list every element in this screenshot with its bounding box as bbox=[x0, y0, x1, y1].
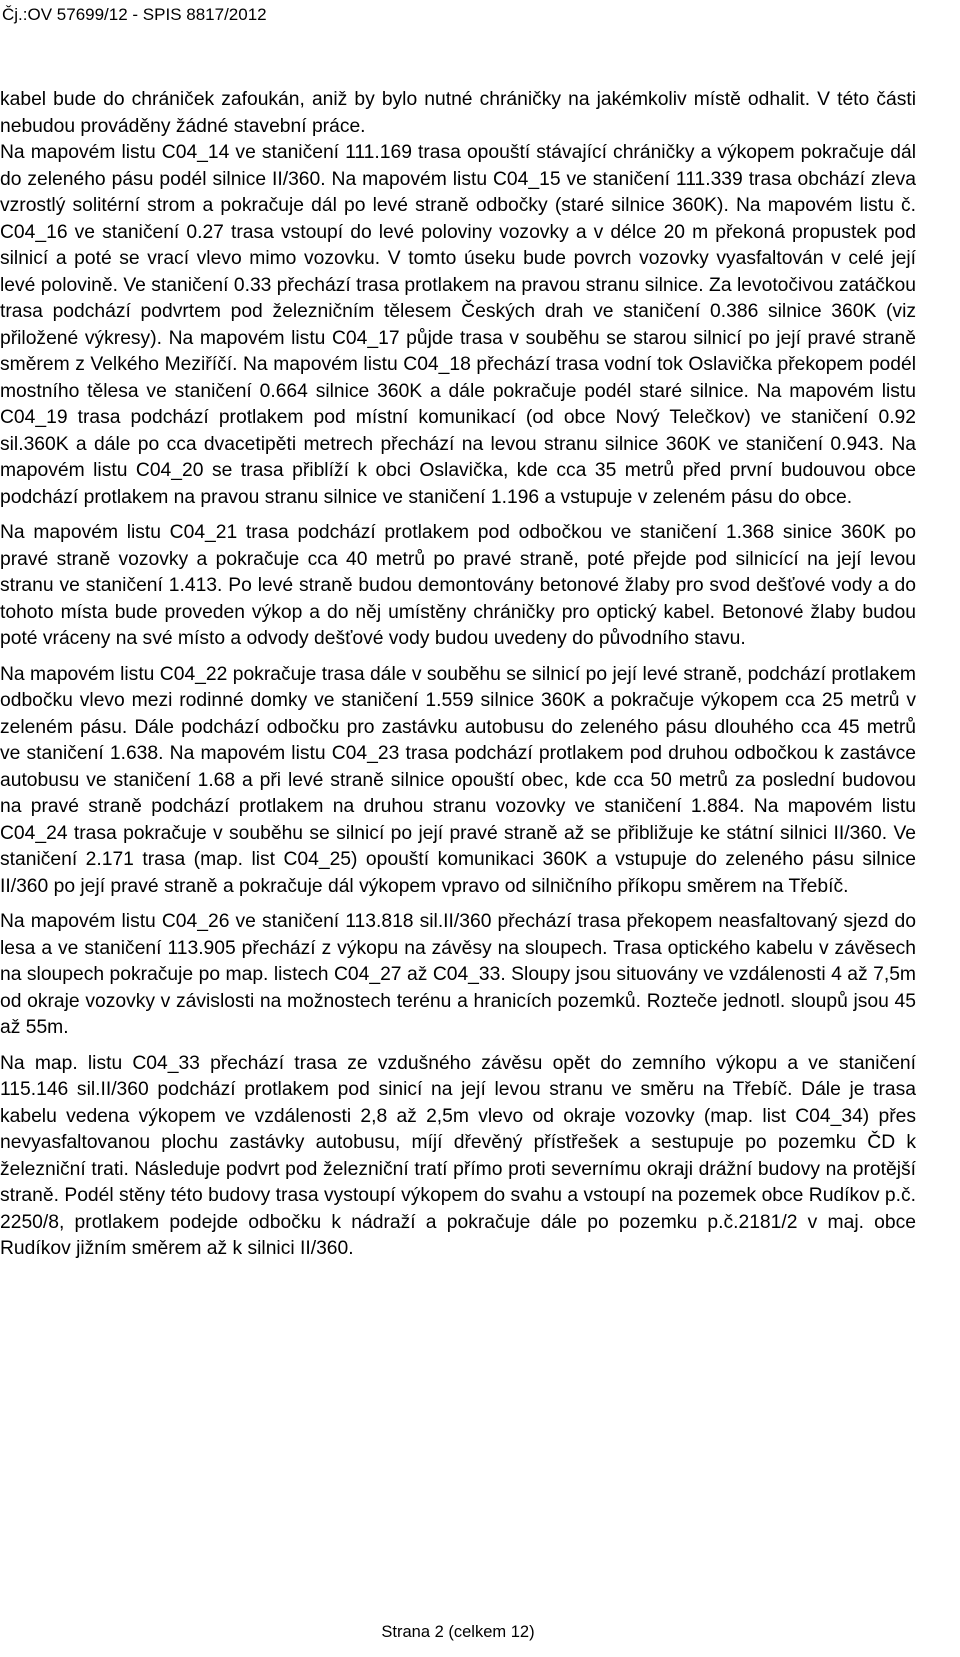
paragraph-6: Na map. listu C04_33 přechází trasa ze vzdušného závěsu opět do zemního výkopu a ve staničení 115.146 sil.II/360 podchází protlakem pod sinicí na její levou stranu ve směru na Třebíč. Dále je trasa kabelu vedena výkopem ve vzdálenosti 2,8 až 2,5m vlevo od okraje vozovky (map. list C04_34) přes nevyasfaltovanou plochu zastávky autobusu, míjí dřevěný přístřešek a sestupuje po pozemku ČD k železniční trati. Následuje podvrt pod železniční tratí přímo proti severnímu okraji drážní budovy na protější straně. Podél stěny této budovy trasa vystoupí výkopem do svahu a vstoupí na pozemek obce Rudíkov p.č. 2250/8, protlakem podejde odbočku k nádraží a pokračuje dále po pozemku p.č.2181/2 v maj. obce Rudíkov jižním směrem až k silnici II/360. bbox=[0, 1052, 916, 1259]
document-body bbox=[0, 87, 916, 1263]
paragraph-1: kabel bude do chrániček zafoukán, aniž by bylo nutné chráničky na jakémkoliv místě odhalit. V této části nebudou prováděny žádné stavební práce. bbox=[0, 89, 916, 137]
paragraph-4: Na mapovém listu C04_22 pokračuje trasa dále v souběhu se silnicí po její levé straně, podchází protlakem odbočku vlevo mezi rodinné domky ve staničení 1.559 silnice 360K a pokračuje výkopem cca 25 metrů v zeleném pásu. Dále podchází odbočku pro zastávku autobusu do zeleného pásu dlouhého cca 45 metrů ve staničení 1.638. Na mapovém listu C04_23 trasa podchází protlakem pod druhou odbočkou k zastávce autobusu ve staničení 1.68 a při levé straně silnice opouští obec, kde cca 50 metrů za poslední budovou na pravé straně podchází protlakem na druhou stranu vozovky ve staničení 1.884. Na mapovém listu C04_24 trasa pokračuje v souběhu se silnicí po její pravé straně až se přibližuje ke státní silnici II/360. Ve staničení 2.171 trasa (map. list C04_25) opouští komunikaci 360K a vstupuje do zeleného pásu silnice II/360 po její pravé straně a pokračuje dál výkopem vpravo od silničního příkopu směrem na Třebíč. bbox=[0, 663, 916, 897]
page-number-footer: Strana 2 (celkem 12) bbox=[381, 1623, 535, 1641]
document-reference-header: Čj.:OV 57699/12 - SPIS 8817/2012 bbox=[2, 5, 267, 24]
paragraph-5: Na mapovém listu C04_26 ve staničení 113.818 sil.II/360 přechází trasa překopem neasfaltovaný sjezd do lesa a ve staničení 113.905 přechází z výkopu na závěsy na sloupech. Trasa optického kabelu v závěsech na sloupech pokračuje po map. listech C04_27 až C04_33. Sloupy jsou situovány ve vzdálenosti 4 až 7,5m od okraje vozovky v závislosti na možnostech terénu a hranicích pozemků. Rozteče jednotl. sloupů jsou 45 až 55m. bbox=[0, 911, 916, 1038]
paragraph-3: Na mapovém listu C04_21 trasa podchází protlakem pod odbočkou ve staničení 1.368 sinice 360K po pravé straně vozovky a pokračuje cca 40 metrů po pravé straně, poté přejde pod silnicící na její levou stranu ve staničení 1.413. Po levé straně budou demontovány betonové žlaby pro svod dešťové vody a do tohoto místa bude proveden výkop a do něj umístěny chráničky pro optický kabel. Betonové žlaby budou poté vráceny na své místo a odvody dešťové vody budou uvedeny do původního stavu. bbox=[0, 522, 916, 649]
paragraph-2: Na mapovém listu C04_14 ve staničení 111.169 trasa opouští stávající chráničky a výkopem pokračuje dál do zeleného pásu podél silnice II/360. Na mapovém listu C04_15 ve staničení 111.339 trasa obchází zleva vzrostlý solitérní strom a pokračuje dál po levé straně odbočky (staré silnice 360K). Na mapovém listu č. C04_16 ve staničení 0.27 trasa vstoupí do levé poloviny vozovky a v délce 20 m překoná propustek pod silnicí a poté se vrací vlevo mimo vozovku. V tomto úseku bude povrch vozovky vyasfaltován v celé její levé polovině. Ve staničení 0.33 přechází trasa protlakem na pravou stranu silnice. Za levotočivou zatáčkou trasa podchází podvrtem pod železničním tělesem Českých drah ve staničení 0.386 silnice 360K (viz přiložené výkresy). Na mapovém listu C04_17 půjde trasa v souběhu se starou silnicí po její pravé straně směrem z Velkého Meziříčí. Na mapovém listu C04_18 přechází trasa vodní tok Oslavička překopem podél mostního tělesa ve staničení 0.664 silnice 360K a dále pokračuje podél staré silnice. Na mapovém listu C04_19 trasa podchází protlakem pod místní komunikací (od obce Nový Telečkov) ve staničení 0.92 sil.360K a dále po cca dvacetipěti metrech přechází na levou stranu silnice 360K ve staničení 0.943. Na mapovém listu C04_20 se trasa přiblíží k obci Oslavička, kde cca 35 metrů před první budouvou obce podchází protlakem na pravou stranu silnice ve staničení 1.196 a vstupuje v zeleném pásu do obce. bbox=[0, 142, 916, 508]
